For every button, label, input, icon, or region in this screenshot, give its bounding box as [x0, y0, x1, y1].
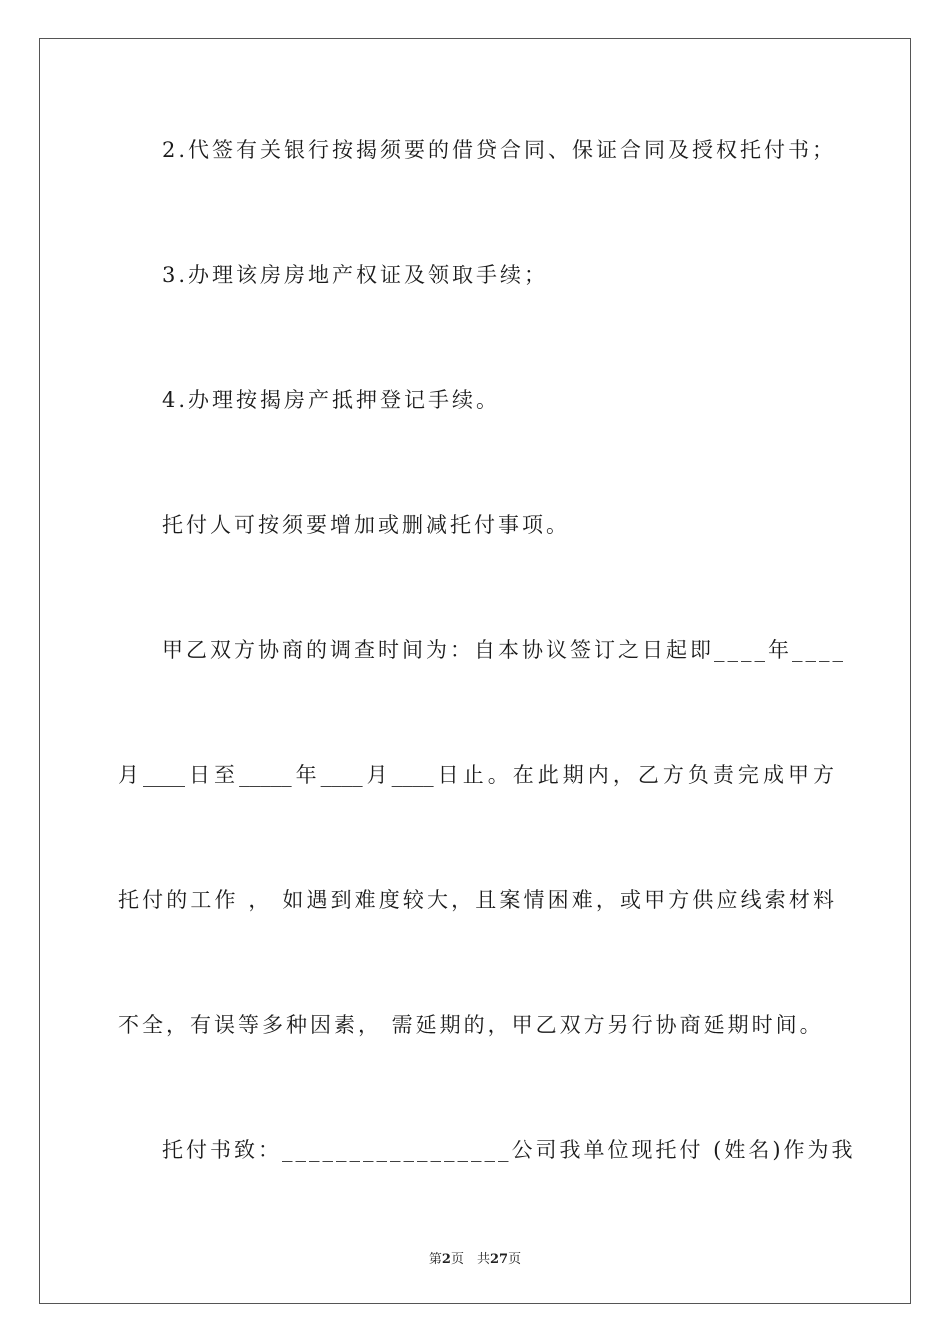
paragraph-time-line-4: 不全，有误等多种因素， 需延期的，甲乙双方另行协商延期时间。 — [118, 1013, 824, 1037]
footer-suffix: 页 — [508, 1252, 522, 1267]
paragraph-item-2: 2.代签有关银行按揭须要的借贷合同、保证合同及授权托付书； — [162, 138, 837, 162]
paragraph-item-4: 4.办理按揭房产抵押登记手续。 — [162, 388, 501, 412]
paragraph-time-line-3: 托付的工作 ， 如遇到难度较大，且案情困难，或甲方供应线索材料 — [118, 888, 834, 912]
page-footer — [0, 1248, 950, 1267]
footer-total-pages: 27 — [489, 1252, 509, 1267]
footer-current-page: 2 — [441, 1252, 451, 1267]
paragraph-letter-start: 托付书致：_________________公司我单位现托付 (姓名)作为我 — [162, 1138, 856, 1162]
paragraph-time-line-2: 月____日至_____年____月____日止。在此期内，乙方负责完成甲方 — [118, 763, 834, 787]
paragraph-time-line-1: 甲乙双方协商的调查时间为：自本协议签订之日起即____年____ — [162, 638, 846, 662]
paragraph-item-3: 3.办理该房房地产权证及领取手续； — [162, 263, 549, 287]
paragraph-note: 托付人可按须要增加或删减托付事项。 — [162, 513, 570, 537]
page-frame — [39, 38, 911, 1304]
footer-prefix: 第 — [428, 1252, 442, 1267]
footer-mid: 页 共 — [450, 1252, 490, 1267]
